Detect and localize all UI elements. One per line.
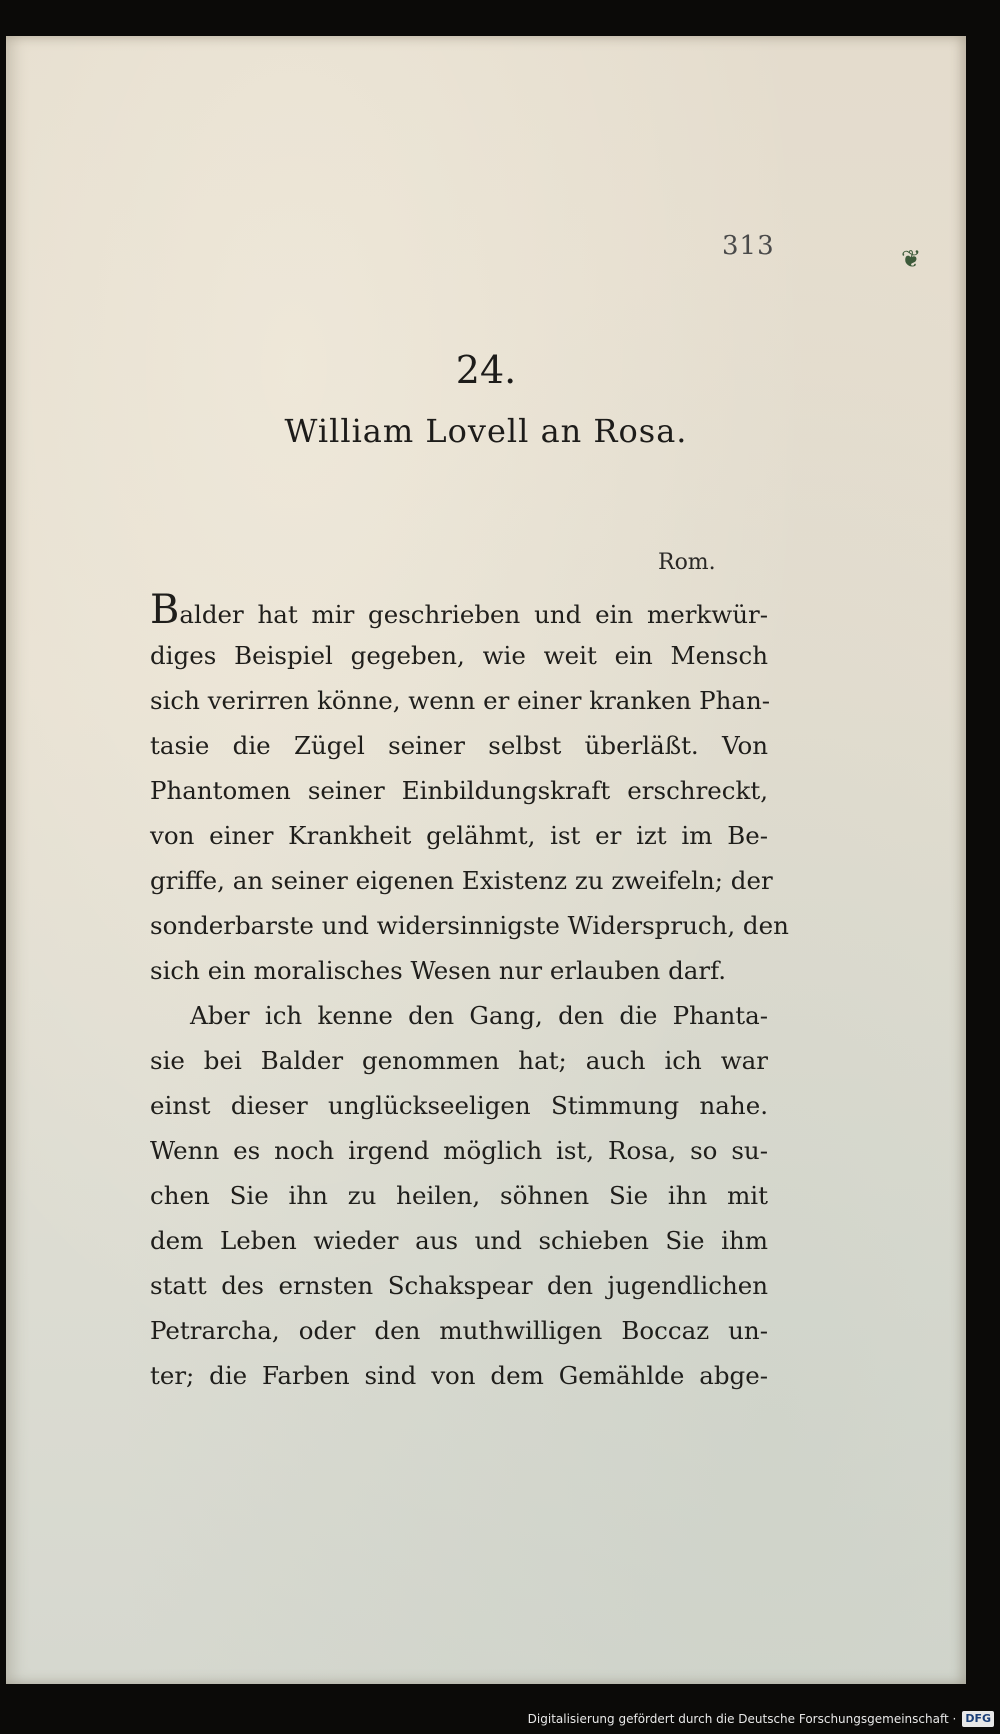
text-line: ter; die Farben sind von dem Gemählde abge- <box>150 1361 768 1390</box>
letter-body <box>150 587 789 1398</box>
ink-smudge-mark: ❦ <box>900 245 922 273</box>
text-line: sie bei Balder genommen hat; auch ich war <box>150 1046 768 1075</box>
text-line: sich ein moralisches Wesen nur erlauben darf. <box>150 956 727 985</box>
letter-title: William Lovell an Rosa. <box>284 412 688 450</box>
text-line: Aber ich kenne den Gang, den die Phanta- <box>190 1001 768 1030</box>
text-line-rest: alder hat mir geschrieben und ein merkwür- <box>179 600 768 629</box>
text-line: von einer Krankheit gelähmt, ist er izt im Be- <box>150 821 768 850</box>
text-line: sich verirren könne, wenn er einer kranken Phan- <box>150 686 771 715</box>
text-line: sonderbarste und widersinnigste Widerspruch, den <box>150 911 789 940</box>
text-line: chen Sie ihn zu heilen, söhnen Sie ihn mit <box>150 1181 768 1210</box>
book-page <box>6 36 966 1684</box>
page-number: 313 <box>722 231 775 261</box>
digitization-credit <box>528 1708 994 1730</box>
text-line: einst dieser unglückseeligen Stimmung nahe. <box>150 1091 768 1120</box>
text-line: dem Leben wieder aus und schieben Sie ihm <box>150 1226 768 1255</box>
letter-place: Rom. <box>658 550 716 575</box>
dfg-logo: DFG <box>962 1711 994 1727</box>
text-line: Wenn es noch irgend möglich ist, Rosa, so su- <box>150 1136 768 1165</box>
credit-text: Digitalisierung gefördert durch die Deutsche Forschungsgemeinschaft · <box>527 1712 957 1726</box>
text-line: Petrarcha, oder den muthwilligen Boccaz un- <box>150 1316 768 1345</box>
drop-cap: B <box>150 587 180 633</box>
text-line <box>150 588 768 633</box>
text-line: statt des ernsten Schakspear den jugendlichen <box>150 1271 768 1300</box>
text-line: griffe, an seiner eigenen Existenz zu zweifeln; der <box>150 866 773 895</box>
letter-number: 24. <box>455 348 517 392</box>
text-line: Phantomen seiner Einbildungskraft erschreckt, <box>150 776 768 805</box>
text-line: diges Beispiel gegeben, wie weit ein Mensch <box>150 641 768 670</box>
text-line: tasie die Zügel seiner selbst überläßt. Von <box>150 731 768 760</box>
